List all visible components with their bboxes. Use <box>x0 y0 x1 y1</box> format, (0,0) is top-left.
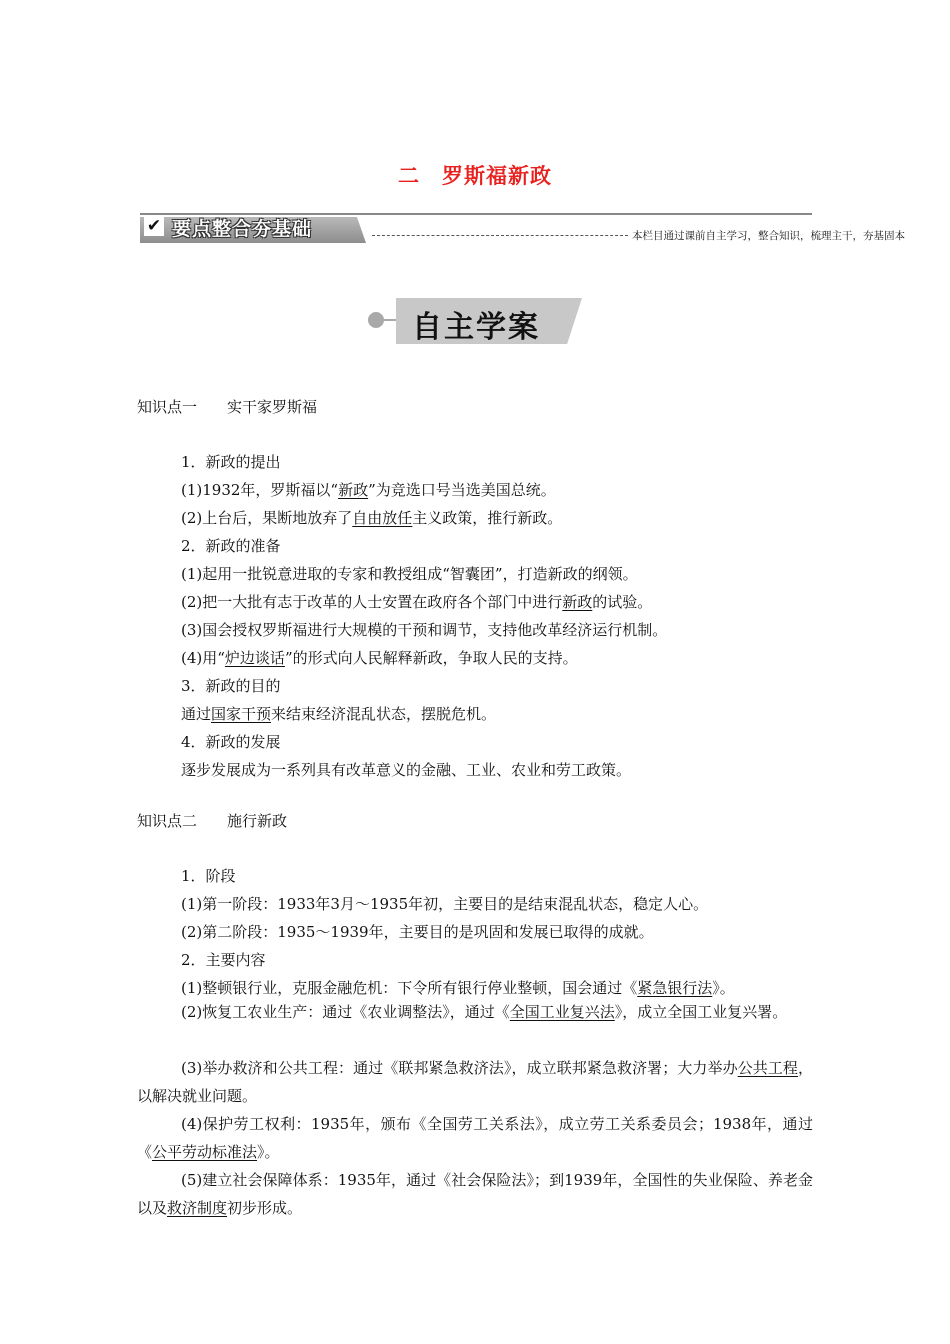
kp2-heading <box>137 810 287 831</box>
self-study-label: 自主学案 <box>412 310 540 345</box>
kp1-line6: (4)用“炉边谈话”的形式向人民解释新政，争取人民的支持。 <box>181 649 578 667</box>
title-number: 二 <box>398 164 420 188</box>
kp1-label: 知识点一 <box>137 398 198 416</box>
kp2-para4: (4)保护劳工权利：1935年，颁布《全国劳工关系法》，成立劳工关系委员会；1938年，通过《公平劳动标准法》。 <box>137 1115 813 1161</box>
kp1-line5: (3)国会授权罗斯福进行大规模的干预和调节，支持他改革经济运行机制。 <box>181 621 668 639</box>
blank-answer: 公平劳动标准法 <box>152 1143 258 1161</box>
kp2-para5: (5)建立社会保障体系：1935年，通过《社会保险法》；到1939年，全国性的失业保险、养老金以及救济制度初步形成。 <box>137 1171 813 1217</box>
kp1-line2: (2)上台后，果断地放弃了自由放任主义政策，推行新政。 <box>181 509 563 527</box>
blank-answer: 自由放任 <box>352 509 413 527</box>
blank-answer: 国家干预 <box>211 705 272 723</box>
kp1-line3: (1)起用一批锐意进取的专家和教授组成“智囊团”，打造新政的纲领。 <box>181 565 638 583</box>
kp1-heading <box>137 396 317 417</box>
kp1-line7: 通过国家干预来结束经济混乱状态，摆脱危机。 <box>181 705 497 723</box>
bullet-dot-icon <box>368 312 384 328</box>
kp1-title: 实干家罗斯福 <box>227 398 318 416</box>
blank-answer: 紧急银行法 <box>637 979 713 997</box>
blank-answer: 救济制度 <box>167 1199 228 1217</box>
kp2-para3: (3)举办救济和公共工程：通过《联邦紧急救济法》，成立联邦紧急救济署；大力举办公共工程，以解决就业问题。 <box>137 1059 813 1105</box>
banner-note: 本栏目通过课前自主学习，整合知识，梳理主干，夯基固本 <box>632 230 905 242</box>
kp2-h1: 1．阶段 <box>181 867 236 885</box>
heading-connector <box>384 319 398 321</box>
kp1-line4: (2)把一大批有志于改革的人士安置在政府各个部门中进行新政的试验。 <box>181 593 653 611</box>
blank-answer: 新政 <box>338 481 369 499</box>
title-text: 罗斯福新政 <box>442 164 552 188</box>
kp1-h2: 2．新政的准备 <box>181 537 281 555</box>
blank-answer: 公共工程 <box>737 1059 798 1077</box>
banner-label: 要点整合夯基础 <box>172 218 313 240</box>
kp1-line8: 逐步发展成为一系列具有改革意义的金融、工业、农业和劳工政策。 <box>181 761 632 779</box>
blank-answer: 炉边谈话 <box>224 649 285 667</box>
kp2-line2: (2)第二阶段：1935～1939年，主要目的是巩固和发展已取得的成就。 <box>181 923 654 941</box>
blank-answer: 全国工业复兴法 <box>509 1003 615 1021</box>
kp1-h1: 1．新政的提出 <box>181 453 281 471</box>
kp2-para1: (1)整顿银行业，克服金融危机：下令所有银行停业整顿，国会通过《紧急银行法》。 <box>181 979 735 997</box>
kp2-h2: 2．主要内容 <box>181 951 266 969</box>
kp2-label: 知识点二 <box>137 812 198 830</box>
kp1-h3: 3．新政的目的 <box>181 677 281 695</box>
section-banner <box>140 213 905 247</box>
kp2-para2: (2)恢复工农业生产：通过《农业调整法》，通过《全国工业复兴法》，成立全国工业复兴署。 <box>181 1003 788 1021</box>
blank-answer: 新政 <box>562 593 593 611</box>
kp2-title: 施行新政 <box>227 812 288 830</box>
page-title <box>0 160 950 190</box>
kp2-line1: (1)第一阶段：1933年3月～1935年初，主要目的是结束混乱状态，稳定人心。 <box>181 895 709 913</box>
kp1-h4: 4．新政的发展 <box>181 733 281 751</box>
check-icon: ✔ <box>144 216 164 236</box>
banner-dashed-rule <box>372 235 628 236</box>
kp1-line1: (1)1932年，罗斯福以“新政”为竞选口号当选美国总统。 <box>181 481 556 499</box>
self-study-heading <box>368 298 582 344</box>
